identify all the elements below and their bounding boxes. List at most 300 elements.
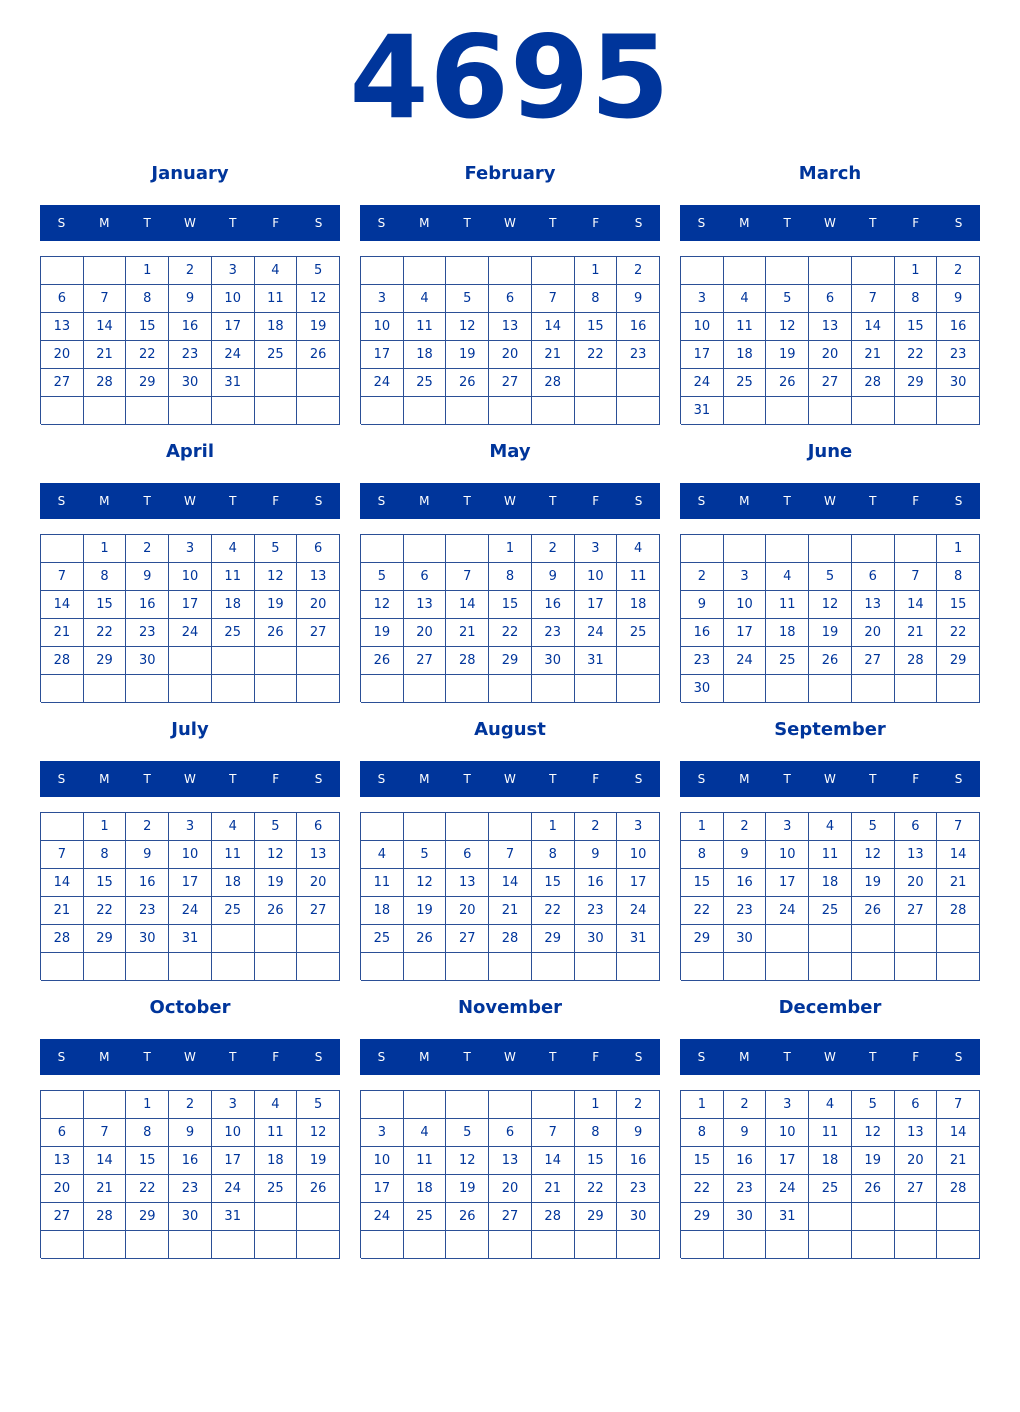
day-cell[interactable]: 3 [575,535,618,563]
day-cell[interactable]: 11 [724,313,767,341]
day-cell[interactable]: 7 [852,285,895,313]
day-cell[interactable]: 22 [895,341,938,369]
day-cell[interactable]: 7 [84,285,127,313]
day-cell[interactable]: 12 [766,313,809,341]
day-cell[interactable]: 7 [446,563,489,591]
day-cell[interactable]: 24 [766,1175,809,1203]
day-cell[interactable]: 20 [41,1175,84,1203]
day-cell[interactable]: 1 [532,813,575,841]
day-cell[interactable]: 23 [126,897,169,925]
day-cell[interactable]: 30 [169,369,212,397]
day-cell[interactable]: 17 [766,869,809,897]
day-cell[interactable]: 15 [489,591,532,619]
day-cell[interactable]: 15 [84,869,127,897]
day-cell[interactable]: 25 [404,369,447,397]
day-cell[interactable]: 30 [169,1203,212,1231]
day-cell[interactable]: 21 [446,619,489,647]
day-cell[interactable]: 2 [681,563,724,591]
day-cell[interactable]: 1 [84,813,127,841]
day-cell[interactable]: 1 [489,535,532,563]
day-cell[interactable]: 21 [41,897,84,925]
day-cell[interactable]: 22 [575,1175,618,1203]
day-cell[interactable]: 23 [532,619,575,647]
day-cell[interactable]: 22 [532,897,575,925]
day-cell[interactable]: 19 [446,341,489,369]
day-cell[interactable]: 14 [937,1119,980,1147]
day-cell[interactable]: 27 [895,1175,938,1203]
day-cell[interactable]: 16 [937,313,980,341]
day-cell[interactable]: 27 [297,897,340,925]
day-cell[interactable]: 8 [532,841,575,869]
day-cell[interactable]: 2 [617,1091,660,1119]
day-cell[interactable]: 19 [446,1175,489,1203]
day-cell[interactable]: 4 [404,1119,447,1147]
day-cell[interactable]: 29 [681,1203,724,1231]
day-cell[interactable]: 2 [617,257,660,285]
day-cell[interactable]: 18 [766,619,809,647]
day-cell[interactable]: 15 [126,313,169,341]
day-cell[interactable]: 11 [617,563,660,591]
day-cell[interactable]: 27 [41,1203,84,1231]
day-cell[interactable]: 8 [126,1119,169,1147]
day-cell[interactable]: 21 [41,619,84,647]
day-cell[interactable]: 14 [532,313,575,341]
day-cell[interactable]: 1 [126,1091,169,1119]
day-cell[interactable]: 19 [255,591,298,619]
day-cell[interactable]: 21 [532,341,575,369]
day-cell[interactable]: 29 [575,1203,618,1231]
day-cell[interactable]: 3 [681,285,724,313]
day-cell[interactable]: 6 [852,563,895,591]
day-cell[interactable]: 28 [84,1203,127,1231]
day-cell[interactable]: 5 [361,563,404,591]
day-cell[interactable]: 10 [681,313,724,341]
day-cell[interactable]: 29 [532,925,575,953]
day-cell[interactable]: 18 [361,897,404,925]
day-cell[interactable]: 17 [361,341,404,369]
day-cell[interactable]: 6 [895,813,938,841]
day-cell[interactable]: 11 [809,1119,852,1147]
day-cell[interactable]: 21 [895,619,938,647]
day-cell[interactable]: 29 [895,369,938,397]
day-cell[interactable]: 18 [404,341,447,369]
day-cell[interactable]: 20 [895,1147,938,1175]
day-cell[interactable]: 6 [895,1091,938,1119]
day-cell[interactable]: 23 [937,341,980,369]
day-cell[interactable]: 13 [41,313,84,341]
day-cell[interactable]: 8 [937,563,980,591]
day-cell[interactable]: 15 [937,591,980,619]
day-cell[interactable]: 12 [852,1119,895,1147]
day-cell[interactable]: 30 [724,1203,767,1231]
day-cell[interactable]: 11 [809,841,852,869]
day-cell[interactable]: 22 [681,1175,724,1203]
day-cell[interactable]: 6 [41,285,84,313]
day-cell[interactable]: 4 [212,813,255,841]
day-cell[interactable]: 5 [852,1091,895,1119]
day-cell[interactable]: 10 [169,841,212,869]
day-cell[interactable]: 2 [169,1091,212,1119]
day-cell[interactable]: 27 [489,1203,532,1231]
day-cell[interactable]: 26 [297,341,340,369]
day-cell[interactable]: 23 [617,1175,660,1203]
day-cell[interactable]: 25 [809,897,852,925]
day-cell[interactable]: 18 [212,591,255,619]
day-cell[interactable]: 20 [895,869,938,897]
day-cell[interactable]: 10 [617,841,660,869]
day-cell[interactable]: 8 [575,285,618,313]
day-cell[interactable]: 31 [212,1203,255,1231]
day-cell[interactable]: 22 [681,897,724,925]
day-cell[interactable]: 6 [809,285,852,313]
day-cell[interactable]: 24 [575,619,618,647]
day-cell[interactable]: 20 [297,869,340,897]
day-cell[interactable]: 9 [169,285,212,313]
day-cell[interactable]: 13 [895,841,938,869]
day-cell[interactable]: 4 [724,285,767,313]
day-cell[interactable]: 28 [852,369,895,397]
day-cell[interactable]: 18 [809,1147,852,1175]
day-cell[interactable]: 30 [532,647,575,675]
day-cell[interactable]: 24 [212,1175,255,1203]
day-cell[interactable]: 2 [724,813,767,841]
day-cell[interactable]: 4 [617,535,660,563]
day-cell[interactable]: 19 [361,619,404,647]
day-cell[interactable]: 6 [489,285,532,313]
day-cell[interactable]: 15 [532,869,575,897]
day-cell[interactable]: 9 [169,1119,212,1147]
day-cell[interactable]: 14 [446,591,489,619]
day-cell[interactable]: 25 [212,897,255,925]
day-cell[interactable]: 21 [489,897,532,925]
day-cell[interactable]: 13 [895,1119,938,1147]
day-cell[interactable]: 20 [489,1175,532,1203]
day-cell[interactable]: 18 [724,341,767,369]
day-cell[interactable]: 30 [617,1203,660,1231]
day-cell[interactable]: 11 [404,1147,447,1175]
day-cell[interactable]: 23 [169,341,212,369]
day-cell[interactable]: 16 [724,1147,767,1175]
day-cell[interactable]: 22 [126,341,169,369]
day-cell[interactable]: 11 [255,1119,298,1147]
day-cell[interactable]: 16 [169,313,212,341]
day-cell[interactable]: 8 [575,1119,618,1147]
day-cell[interactable]: 14 [532,1147,575,1175]
day-cell[interactable]: 17 [212,313,255,341]
day-cell[interactable]: 22 [575,341,618,369]
day-cell[interactable]: 16 [575,869,618,897]
day-cell[interactable]: 18 [404,1175,447,1203]
day-cell[interactable]: 26 [255,619,298,647]
day-cell[interactable]: 19 [255,869,298,897]
day-cell[interactable]: 10 [766,841,809,869]
day-cell[interactable]: 11 [212,841,255,869]
day-cell[interactable]: 19 [297,313,340,341]
day-cell[interactable]: 13 [489,313,532,341]
day-cell[interactable]: 5 [852,813,895,841]
day-cell[interactable]: 13 [297,841,340,869]
day-cell[interactable]: 13 [489,1147,532,1175]
day-cell[interactable]: 23 [724,897,767,925]
day-cell[interactable]: 15 [575,1147,618,1175]
day-cell[interactable]: 22 [126,1175,169,1203]
day-cell[interactable]: 31 [617,925,660,953]
day-cell[interactable]: 16 [617,1147,660,1175]
day-cell[interactable]: 5 [446,1119,489,1147]
day-cell[interactable]: 26 [446,1203,489,1231]
day-cell[interactable]: 16 [617,313,660,341]
day-cell[interactable]: 1 [937,535,980,563]
day-cell[interactable]: 13 [297,563,340,591]
day-cell[interactable]: 23 [617,341,660,369]
day-cell[interactable]: 25 [766,647,809,675]
day-cell[interactable]: 23 [126,619,169,647]
day-cell[interactable]: 12 [297,285,340,313]
day-cell[interactable]: 17 [575,591,618,619]
day-cell[interactable]: 28 [937,897,980,925]
day-cell[interactable]: 5 [446,285,489,313]
day-cell[interactable]: 8 [489,563,532,591]
day-cell[interactable]: 1 [575,1091,618,1119]
day-cell[interactable]: 25 [212,619,255,647]
day-cell[interactable]: 28 [532,369,575,397]
day-cell[interactable]: 24 [169,897,212,925]
day-cell[interactable]: 9 [724,841,767,869]
day-cell[interactable]: 20 [489,341,532,369]
day-cell[interactable]: 30 [937,369,980,397]
day-cell[interactable]: 12 [361,591,404,619]
day-cell[interactable]: 19 [809,619,852,647]
day-cell[interactable]: 15 [84,591,127,619]
day-cell[interactable]: 28 [532,1203,575,1231]
day-cell[interactable]: 7 [937,1091,980,1119]
day-cell[interactable]: 10 [766,1119,809,1147]
day-cell[interactable]: 4 [255,257,298,285]
day-cell[interactable]: 14 [852,313,895,341]
day-cell[interactable]: 7 [489,841,532,869]
day-cell[interactable]: 15 [681,1147,724,1175]
day-cell[interactable]: 21 [532,1175,575,1203]
day-cell[interactable]: 19 [297,1147,340,1175]
day-cell[interactable]: 23 [575,897,618,925]
day-cell[interactable]: 3 [169,535,212,563]
day-cell[interactable]: 3 [766,1091,809,1119]
day-cell[interactable]: 5 [255,535,298,563]
day-cell[interactable]: 3 [169,813,212,841]
day-cell[interactable]: 17 [212,1147,255,1175]
day-cell[interactable]: 27 [297,619,340,647]
day-cell[interactable]: 26 [852,897,895,925]
day-cell[interactable]: 9 [937,285,980,313]
day-cell[interactable]: 10 [212,1119,255,1147]
day-cell[interactable]: 1 [575,257,618,285]
day-cell[interactable]: 31 [575,647,618,675]
day-cell[interactable]: 18 [255,313,298,341]
day-cell[interactable]: 13 [41,1147,84,1175]
day-cell[interactable]: 1 [895,257,938,285]
day-cell[interactable]: 7 [532,1119,575,1147]
day-cell[interactable]: 28 [489,925,532,953]
day-cell[interactable]: 3 [212,257,255,285]
day-cell[interactable]: 26 [766,369,809,397]
day-cell[interactable]: 16 [532,591,575,619]
day-cell[interactable]: 26 [809,647,852,675]
day-cell[interactable]: 17 [724,619,767,647]
day-cell[interactable]: 20 [404,619,447,647]
day-cell[interactable]: 4 [212,535,255,563]
day-cell[interactable]: 29 [681,925,724,953]
day-cell[interactable]: 17 [766,1147,809,1175]
day-cell[interactable]: 9 [617,1119,660,1147]
day-cell[interactable]: 23 [169,1175,212,1203]
day-cell[interactable]: 16 [169,1147,212,1175]
day-cell[interactable]: 1 [84,535,127,563]
day-cell[interactable]: 20 [852,619,895,647]
day-cell[interactable]: 17 [681,341,724,369]
day-cell[interactable]: 11 [404,313,447,341]
day-cell[interactable]: 5 [297,257,340,285]
day-cell[interactable]: 4 [361,841,404,869]
day-cell[interactable]: 18 [212,869,255,897]
day-cell[interactable]: 26 [404,925,447,953]
day-cell[interactable]: 15 [895,313,938,341]
day-cell[interactable]: 9 [575,841,618,869]
day-cell[interactable]: 1 [681,1091,724,1119]
day-cell[interactable]: 27 [809,369,852,397]
day-cell[interactable]: 19 [852,1147,895,1175]
day-cell[interactable]: 6 [404,563,447,591]
day-cell[interactable]: 7 [84,1119,127,1147]
day-cell[interactable]: 12 [809,591,852,619]
day-cell[interactable]: 30 [575,925,618,953]
day-cell[interactable]: 5 [766,285,809,313]
day-cell[interactable]: 31 [212,369,255,397]
day-cell[interactable]: 16 [724,869,767,897]
day-cell[interactable]: 30 [724,925,767,953]
day-cell[interactable]: 25 [404,1203,447,1231]
day-cell[interactable]: 28 [446,647,489,675]
day-cell[interactable]: 25 [809,1175,852,1203]
day-cell[interactable]: 8 [681,1119,724,1147]
day-cell[interactable]: 25 [255,1175,298,1203]
day-cell[interactable]: 27 [446,925,489,953]
day-cell[interactable]: 11 [766,591,809,619]
day-cell[interactable]: 24 [361,1203,404,1231]
day-cell[interactable]: 3 [361,1119,404,1147]
day-cell[interactable]: 24 [169,619,212,647]
day-cell[interactable]: 27 [895,897,938,925]
day-cell[interactable]: 13 [446,869,489,897]
day-cell[interactable]: 10 [724,591,767,619]
day-cell[interactable]: 4 [809,813,852,841]
day-cell[interactable]: 27 [489,369,532,397]
day-cell[interactable]: 5 [809,563,852,591]
day-cell[interactable]: 15 [575,313,618,341]
day-cell[interactable]: 20 [41,341,84,369]
day-cell[interactable]: 17 [361,1175,404,1203]
day-cell[interactable]: 16 [126,869,169,897]
day-cell[interactable]: 9 [126,841,169,869]
day-cell[interactable]: 21 [937,869,980,897]
day-cell[interactable]: 23 [724,1175,767,1203]
day-cell[interactable]: 9 [532,563,575,591]
day-cell[interactable]: 20 [809,341,852,369]
day-cell[interactable]: 4 [809,1091,852,1119]
day-cell[interactable]: 17 [169,869,212,897]
day-cell[interactable]: 12 [255,563,298,591]
day-cell[interactable]: 14 [489,869,532,897]
day-cell[interactable]: 7 [532,285,575,313]
day-cell[interactable]: 31 [766,1203,809,1231]
day-cell[interactable]: 14 [41,869,84,897]
day-cell[interactable]: 19 [766,341,809,369]
day-cell[interactable]: 9 [617,285,660,313]
day-cell[interactable]: 11 [361,869,404,897]
day-cell[interactable]: 22 [489,619,532,647]
day-cell[interactable]: 25 [255,341,298,369]
day-cell[interactable]: 26 [361,647,404,675]
day-cell[interactable]: 14 [41,591,84,619]
day-cell[interactable]: 24 [617,897,660,925]
day-cell[interactable]: 2 [937,257,980,285]
day-cell[interactable]: 7 [41,841,84,869]
day-cell[interactable]: 3 [361,285,404,313]
day-cell[interactable]: 8 [126,285,169,313]
day-cell[interactable]: 10 [212,285,255,313]
day-cell[interactable]: 6 [489,1119,532,1147]
day-cell[interactable]: 14 [895,591,938,619]
day-cell[interactable]: 22 [84,619,127,647]
day-cell[interactable]: 10 [361,1147,404,1175]
day-cell[interactable]: 21 [852,341,895,369]
day-cell[interactable]: 4 [766,563,809,591]
day-cell[interactable]: 3 [617,813,660,841]
day-cell[interactable]: 3 [724,563,767,591]
day-cell[interactable]: 30 [126,647,169,675]
day-cell[interactable]: 13 [404,591,447,619]
day-cell[interactable]: 22 [84,897,127,925]
day-cell[interactable]: 12 [404,869,447,897]
day-cell[interactable]: 29 [937,647,980,675]
day-cell[interactable]: 14 [937,841,980,869]
day-cell[interactable]: 30 [126,925,169,953]
day-cell[interactable]: 29 [84,925,127,953]
day-cell[interactable]: 29 [126,369,169,397]
day-cell[interactable]: 15 [126,1147,169,1175]
day-cell[interactable]: 19 [404,897,447,925]
day-cell[interactable]: 6 [446,841,489,869]
day-cell[interactable]: 24 [361,369,404,397]
day-cell[interactable]: 24 [212,341,255,369]
day-cell[interactable]: 26 [852,1175,895,1203]
day-cell[interactable]: 16 [681,619,724,647]
day-cell[interactable]: 28 [895,647,938,675]
day-cell[interactable]: 14 [84,1147,127,1175]
day-cell[interactable]: 25 [361,925,404,953]
day-cell[interactable]: 21 [84,341,127,369]
day-cell[interactable]: 8 [895,285,938,313]
day-cell[interactable]: 20 [446,897,489,925]
day-cell[interactable]: 21 [937,1147,980,1175]
day-cell[interactable]: 5 [255,813,298,841]
day-cell[interactable]: 7 [937,813,980,841]
day-cell[interactable]: 26 [446,369,489,397]
day-cell[interactable]: 20 [297,591,340,619]
day-cell[interactable]: 6 [297,535,340,563]
day-cell[interactable]: 8 [84,841,127,869]
day-cell[interactable]: 24 [766,897,809,925]
day-cell[interactable]: 28 [41,647,84,675]
